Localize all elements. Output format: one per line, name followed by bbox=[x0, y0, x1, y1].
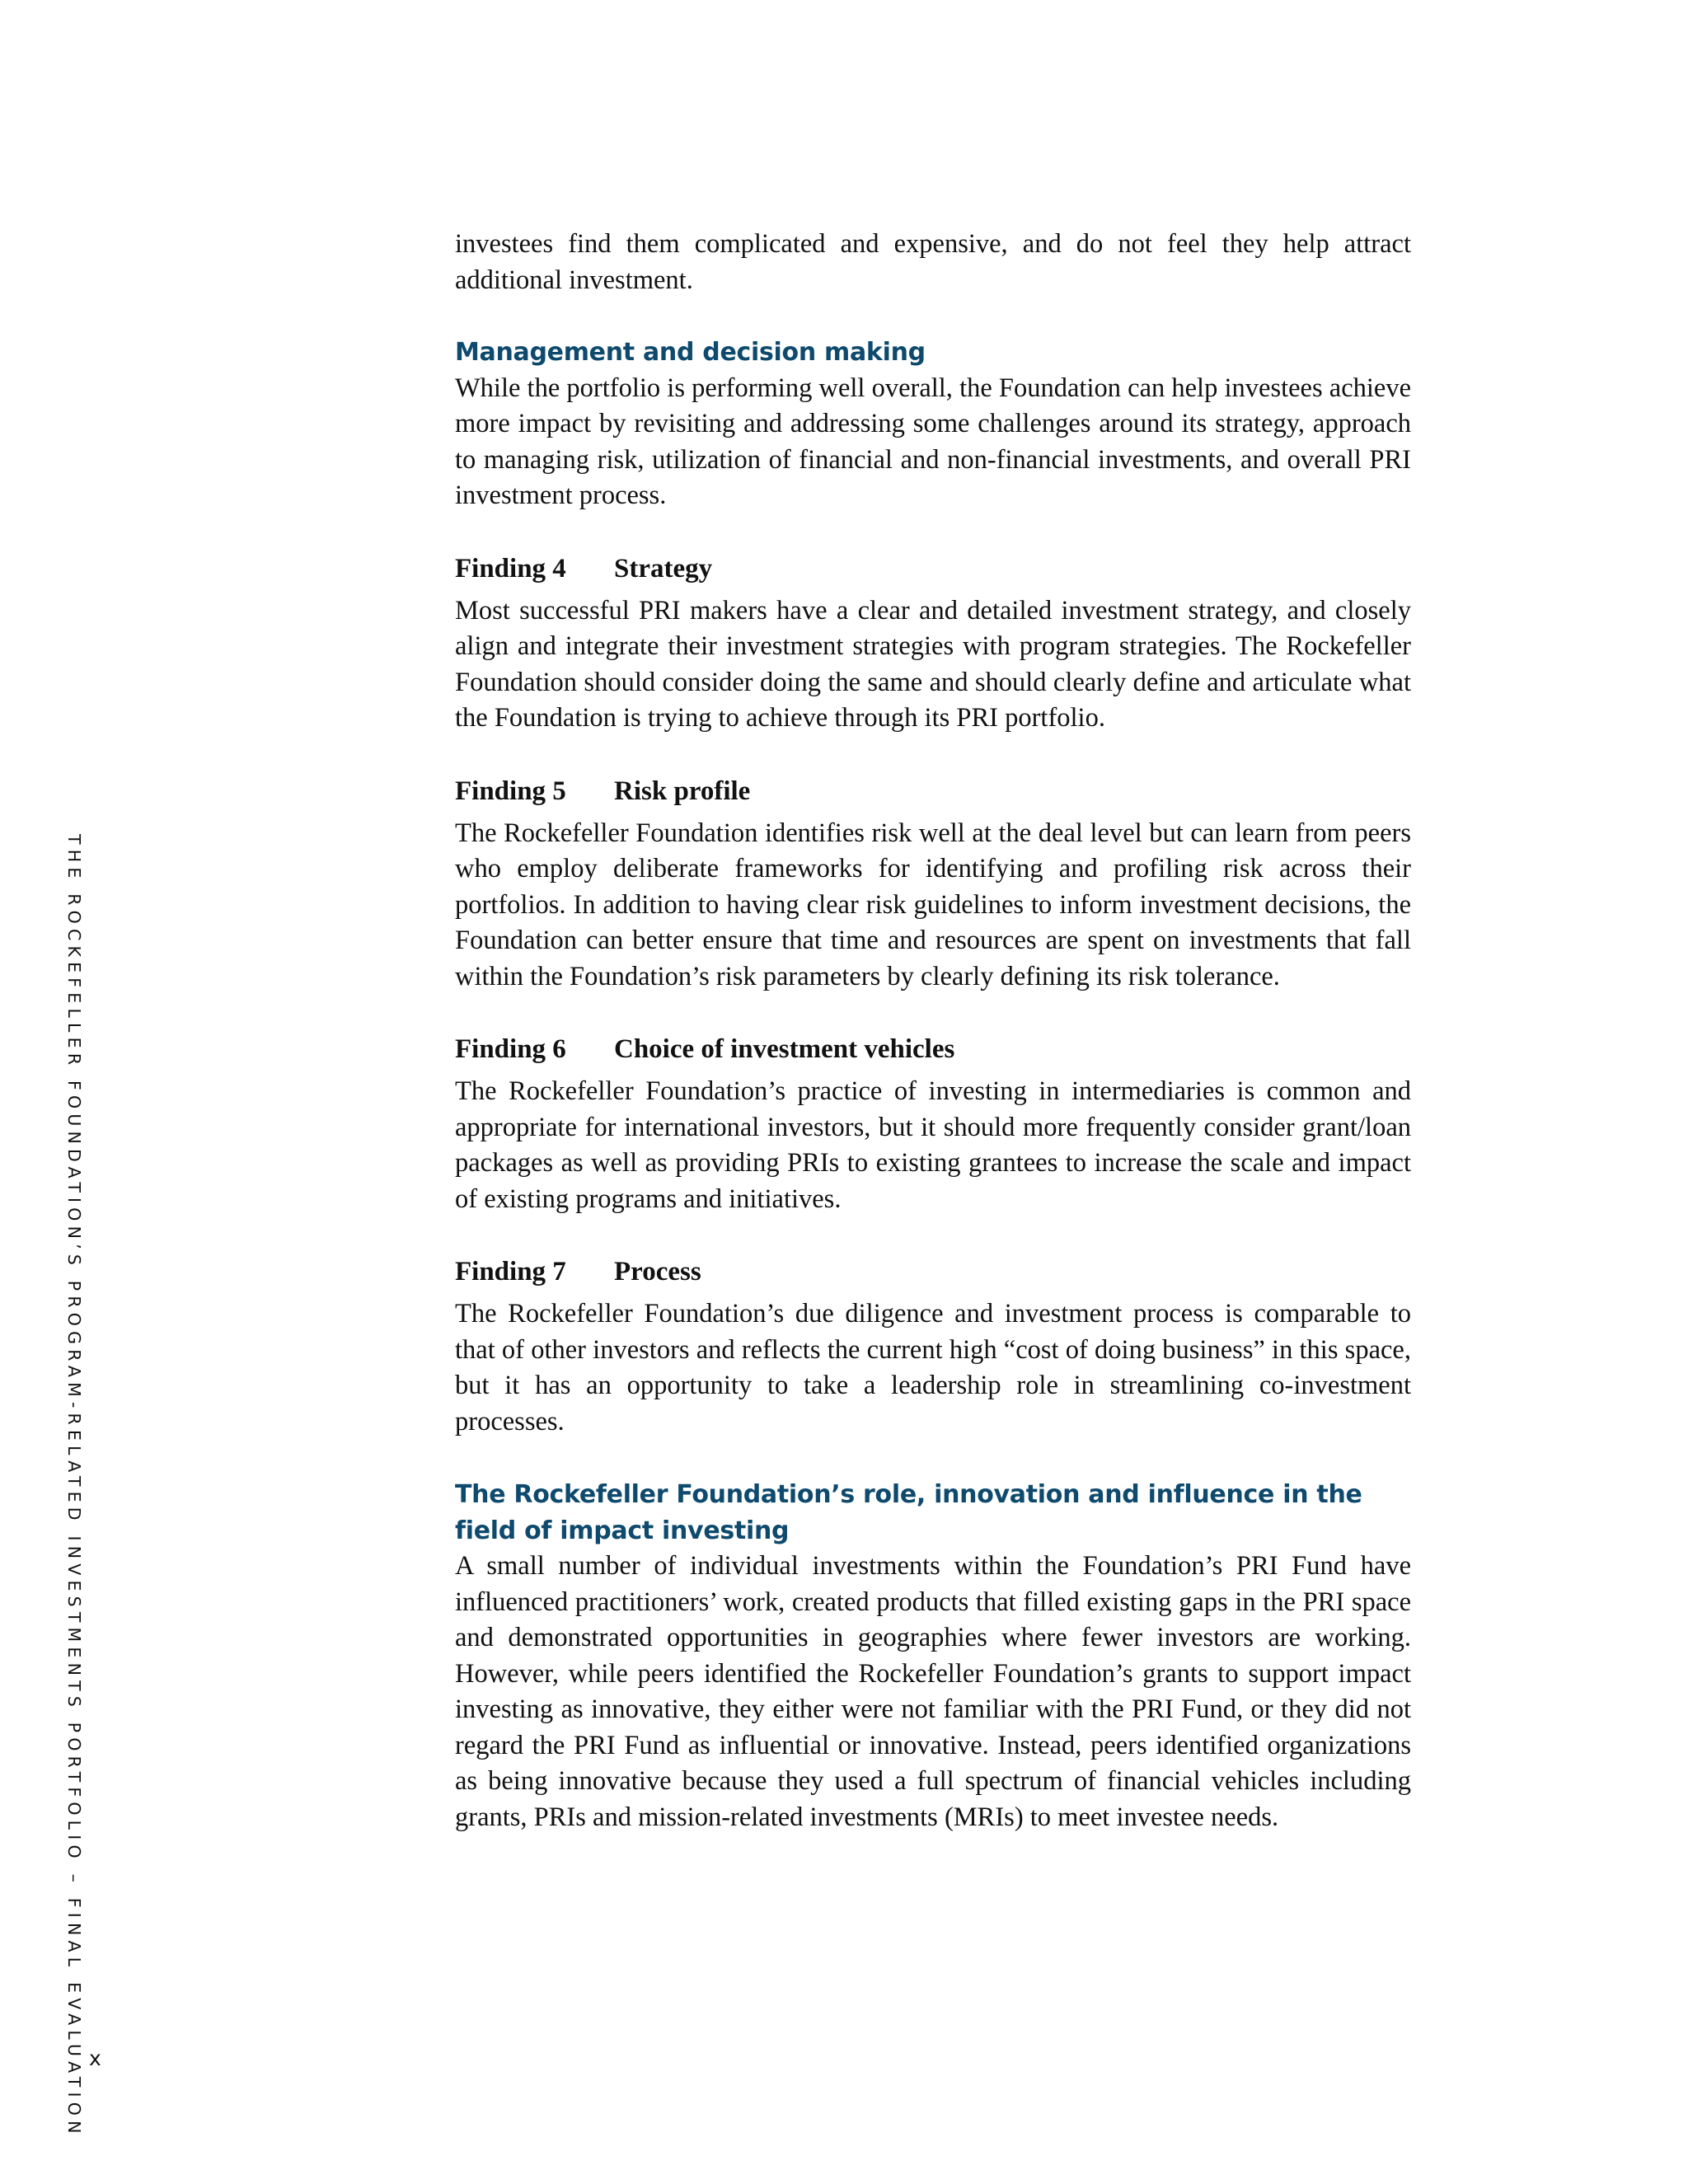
finding-heading bbox=[455, 1254, 1411, 1290]
finding-block bbox=[455, 1254, 1411, 1440]
finding-body: The Rockefeller Foundation’s practice of investing in intermediaries is common and appropriate for international investors, but it should more frequently consider grant/loan packages as well as providing PRIs to existing grantees to increase the scale and impact of existing programs and initiatives. bbox=[455, 1076, 1411, 1214]
finding-block bbox=[455, 773, 1411, 996]
main-content bbox=[455, 227, 1411, 1835]
finding-body: The Rockefeller Foundation’s due diligence and investment process is comparable to that of other investors and reflects the current high “cost of doing business” in this space, but it has an opportunity to take a leadership role in streamlining co-investment processes. bbox=[455, 1299, 1411, 1436]
section-body-role-innovation: A small number of individual investments within the Foundation’s PRI Fund have influenced practitioners’ work, created products that filled existing gaps in the PRI space and demonstrated opportunities in geographies where fewer investors are working. However, while peers identified the Rockefeller Foundation’s grants to support impact investing as innovative, they either were not familiar with the PRI Fund, or they did not regard the PRI Fund as influential or innovative. Instead, peers identified organizations as being innovative because they used a full spectrum of financial vehicles including grants, PRIs and mission-related investments (MRIs) to meet investee needs. bbox=[455, 1551, 1411, 1832]
finding-body: The Rockefeller Foundation identifies risk well at the deal level but can learn from peers who employ deliberate frameworks for identifying and profiling risk across their portfolios. In addition to having clear risk guidelines to inform investment decisions, the Foundation can better ensure that time and resources are spent on investments that fall within the Foundation’s risk parameters by clearly defining its risk tolerance. bbox=[455, 818, 1411, 991]
intro-paragraph: investees find them complicated and expensive, and do not feel they help attract additional investment. bbox=[455, 229, 1411, 295]
page-number: x bbox=[89, 2046, 101, 2070]
section-body-management: While the portfolio is performing well overall, the Foundation can help investees achieve more impact by revisiting and addressing some challenges around its strategy, approach to managing risk, utilization of financial and non-financial investments, and overall PRI investment process. bbox=[455, 373, 1411, 510]
finding-heading bbox=[455, 773, 1411, 809]
finding-number: Finding 7 bbox=[455, 1257, 566, 1286]
finding-heading bbox=[455, 1031, 1411, 1067]
finding-title: Choice of investment vehicles bbox=[614, 1034, 955, 1064]
finding-title: Strategy bbox=[614, 553, 713, 583]
running-title-vertical: THE ROCKEFELLER FOUNDATION’S PROGRAM-RELATED INVESTMENTS PORTFOLIO – FINAL EVALUATION bbox=[64, 834, 84, 2139]
finding-number: Finding 5 bbox=[455, 776, 566, 806]
finding-number: Finding 4 bbox=[455, 553, 566, 583]
finding-body: Most successful PRI makers have a clear and detailed investment strategy, and closely align and integrate their investment strategies with program strategies. The Rockefeller Foundation should consider doing the same and should clearly define and articulate what the Foundation is trying to achieve through its PRI portfolio. bbox=[455, 595, 1411, 733]
finding-number: Finding 6 bbox=[455, 1034, 566, 1064]
finding-title: Process bbox=[614, 1257, 701, 1286]
section-heading-management: Management and decision making bbox=[455, 338, 926, 367]
finding-title: Risk profile bbox=[614, 776, 751, 806]
finding-heading bbox=[455, 551, 1411, 587]
finding-block bbox=[455, 1031, 1411, 1217]
finding-block bbox=[455, 551, 1411, 737]
section-heading-role-innovation: The Rockefeller Foundation’s role, innovation and influence in the field of impact investing bbox=[455, 1480, 1362, 1545]
